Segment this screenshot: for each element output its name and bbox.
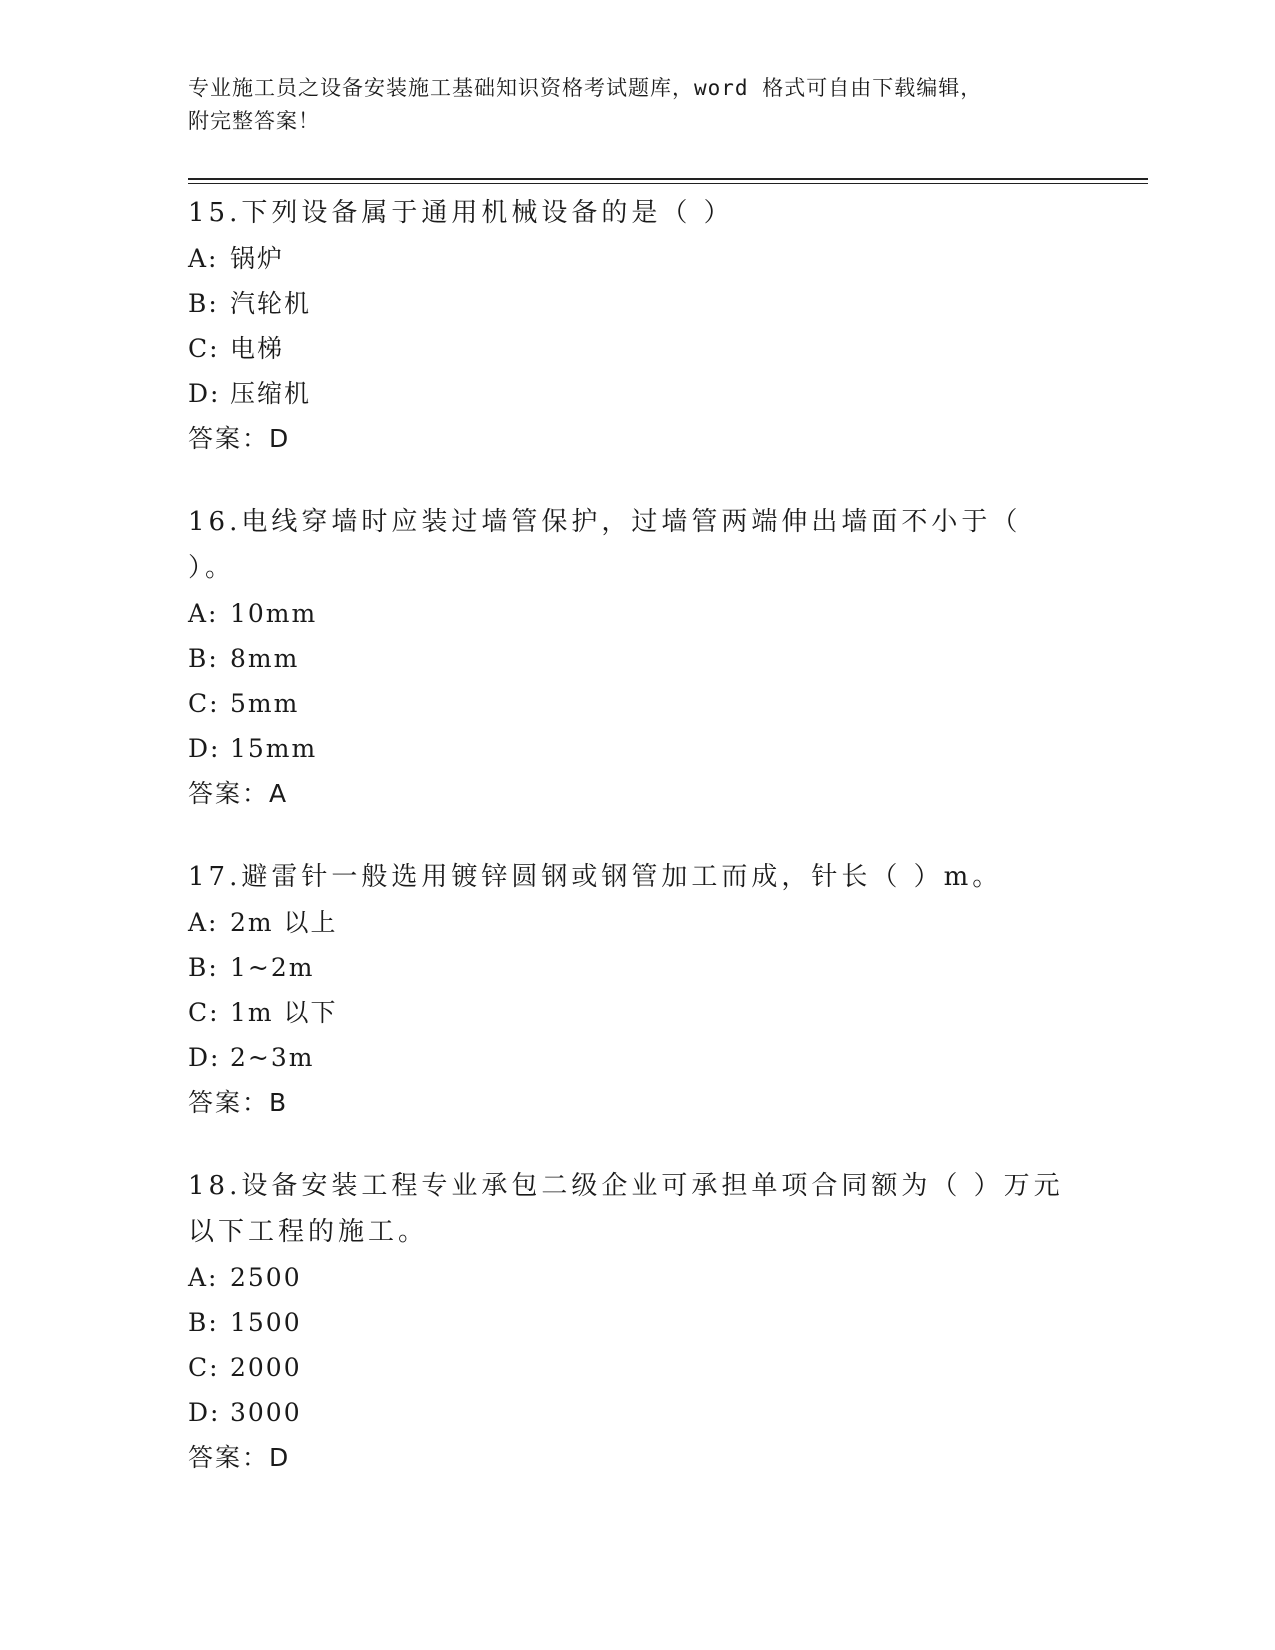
option-text: 1m 以下: [230, 998, 338, 1027]
option-text: 1~2m: [230, 953, 315, 982]
option-text: 10mm: [230, 599, 318, 628]
question-stem: 15.下列设备属于通用机械设备的是（ ）: [188, 198, 734, 228]
option-a: [188, 236, 1148, 281]
option-c: [188, 681, 1148, 726]
option-letter: D:: [188, 734, 221, 763]
option-d: [188, 726, 1148, 771]
question-stem: 17.避雷针一般选用镀锌圆钢或钢管加工而成，针长（ ）m。: [188, 862, 1003, 892]
answer-line: 答案：B: [188, 1088, 289, 1117]
option-letter: C:: [188, 334, 220, 363]
question-stem: 16.电线穿墙时应装过墙管保护，过墙管两端伸出墙面不小于（ ）。: [188, 507, 1022, 583]
option-a: [188, 900, 1148, 945]
option-d: [188, 371, 1148, 416]
option-d: [188, 1390, 1148, 1435]
header-line-1: 专业施工员之设备安装施工基础知识资格考试题库，word 格式可自由下载编辑，: [188, 76, 983, 100]
header-line-2: 附完整答案！: [188, 109, 320, 133]
option-c: [188, 1345, 1148, 1390]
option-letter: B:: [188, 1308, 219, 1337]
option-text: 2000: [230, 1353, 302, 1382]
option-letter: C:: [188, 998, 220, 1027]
option-b: [188, 1300, 1148, 1345]
option-text: 2500: [230, 1263, 302, 1292]
option-b: [188, 945, 1148, 990]
option-text: 3000: [230, 1398, 302, 1427]
question-stem: 18.设备安装工程专业承包二级企业可承担单项合同额为（ ）万元以下工程的施工。: [188, 1171, 1064, 1247]
option-letter: A:: [188, 1263, 219, 1292]
option-text: 2m 以上: [230, 908, 338, 937]
option-letter: B:: [188, 644, 219, 673]
option-text: 15mm: [230, 734, 318, 763]
header-divider-thick: [188, 178, 1148, 180]
question-18: [188, 1163, 1148, 1480]
option-text: 1500: [230, 1308, 302, 1337]
option-a: [188, 591, 1148, 636]
option-letter: A:: [188, 244, 219, 273]
option-a: [188, 1255, 1148, 1300]
option-text: 锅炉: [230, 244, 285, 273]
option-text: 汽轮机: [230, 289, 312, 318]
question-17: [188, 854, 1148, 1125]
document-header: [188, 72, 1088, 138]
option-letter: C:: [188, 1353, 220, 1382]
option-c: [188, 990, 1148, 1035]
option-letter: D:: [188, 379, 221, 408]
question-list: [188, 190, 1148, 1518]
option-text: 电梯: [230, 334, 285, 363]
answer-line: 答案：A: [188, 779, 289, 808]
option-b: [188, 281, 1148, 326]
option-c: [188, 326, 1148, 371]
option-d: [188, 1035, 1148, 1080]
option-letter: C:: [188, 689, 220, 718]
header-divider-thin: [188, 183, 1148, 184]
option-letter: D:: [188, 1043, 221, 1072]
option-letter: D:: [188, 1398, 221, 1427]
option-letter: A:: [188, 908, 219, 937]
option-letter: B:: [188, 289, 219, 318]
option-text: 2~3m: [230, 1043, 315, 1072]
question-16: [188, 499, 1148, 816]
option-letter: A:: [188, 599, 219, 628]
answer-line: 答案：D: [188, 1443, 291, 1472]
answer-line: 答案：D: [188, 424, 291, 453]
option-text: 8mm: [230, 644, 300, 673]
option-text: 5mm: [230, 689, 300, 718]
option-b: [188, 636, 1148, 681]
option-letter: B:: [188, 953, 219, 982]
option-text: 压缩机: [230, 379, 312, 408]
question-15: [188, 190, 1148, 461]
